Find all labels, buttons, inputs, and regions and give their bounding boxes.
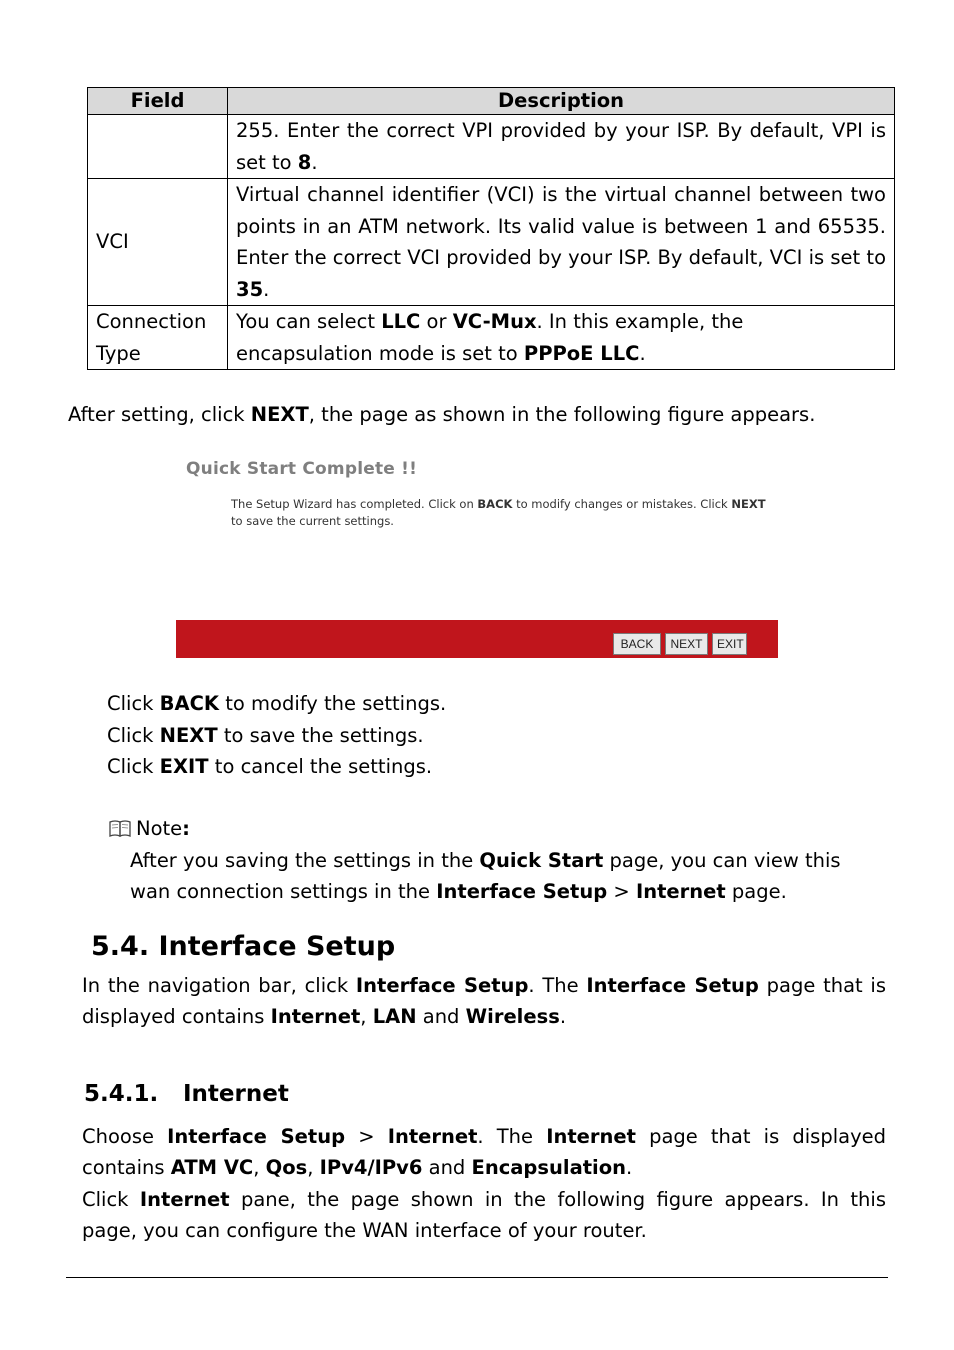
subsection-paragraph — [82, 1184, 886, 1216]
desc-text: 255. Enter the correct VPI provided by your ISP. By default, VPI is set to — [236, 119, 886, 174]
subsection-paragraph — [82, 1121, 886, 1153]
desc-text: or — [420, 310, 453, 333]
text: After you saving the settings in the — [130, 849, 480, 872]
desc-bold: 35 — [236, 277, 264, 301]
desc-text: . — [639, 341, 646, 365]
text: > — [345, 1125, 388, 1148]
field-text: Type — [96, 341, 141, 365]
text: page, you can view this — [603, 849, 841, 872]
table-row — [88, 179, 895, 306]
text: and — [422, 1156, 472, 1179]
desc-bold: PPPoE LLC — [523, 341, 640, 365]
subsection-paragraph — [82, 1152, 632, 1184]
bold-text: Qos — [265, 1156, 308, 1179]
text: , — [307, 1156, 320, 1179]
note-body — [130, 845, 841, 877]
text: to save the settings. — [217, 724, 424, 747]
text: . — [626, 1156, 633, 1179]
bold-text: NEXT — [250, 403, 309, 426]
desc-bold: VC-Mux — [452, 310, 537, 333]
section-heading: 5.4. Interface Setup — [91, 931, 396, 962]
table-row — [88, 306, 895, 370]
bold-text: Internet — [546, 1125, 636, 1148]
table-cell-field — [88, 115, 228, 179]
text: In the navigation bar, click — [82, 974, 356, 997]
bold-text: Quick Start — [479, 849, 604, 872]
bold-text: IPv4/IPv6 — [319, 1156, 423, 1179]
next-button[interactable]: NEXT — [665, 633, 708, 655]
bold-text: Encapsulation — [471, 1156, 627, 1179]
bold-text: ATM VC — [170, 1156, 254, 1179]
bold-text: Interface Setup — [586, 974, 759, 997]
quick-start-complete-figure — [176, 455, 778, 659]
desc-text: . — [311, 150, 318, 174]
bold-text: BACK — [159, 692, 220, 715]
bold-text: EXIT — [159, 755, 209, 778]
text: . The — [528, 974, 587, 997]
text: , — [360, 1005, 373, 1028]
bold-text: Internet — [139, 1188, 230, 1211]
bold-text: Interface Setup — [436, 880, 608, 903]
text: The Setup Wizard has completed. Click on — [231, 497, 478, 511]
table-cell-description — [228, 179, 895, 306]
subsection-title: Internet — [183, 1081, 289, 1107]
text: contains — [82, 1156, 171, 1179]
text: page that is displayed — [635, 1125, 886, 1148]
click-instruction — [107, 720, 424, 752]
note-colon: : — [182, 817, 190, 840]
note-body — [130, 876, 787, 908]
figure-text — [231, 496, 776, 530]
subsection-paragraph: page, you can configure the WAN interface of your router. — [82, 1219, 647, 1242]
table-cell-field — [88, 306, 228, 370]
field-text: Connection — [96, 310, 207, 333]
footer-divider — [66, 1277, 888, 1278]
bold-text: Interface Setup — [355, 974, 529, 997]
text: pane, the page shown in the following figure appears. In this — [229, 1188, 886, 1211]
text: Click — [107, 692, 160, 715]
after-setting-paragraph — [68, 399, 815, 431]
desc-text: . — [263, 277, 270, 301]
text: to modify the settings. — [219, 692, 447, 715]
desc-bold: LLC — [381, 310, 421, 333]
click-instruction — [107, 688, 446, 720]
text: displayed contains — [82, 1005, 271, 1028]
desc-text: encapsulation mode is set to — [236, 341, 524, 365]
text: Click — [107, 724, 160, 747]
note-label — [108, 813, 190, 845]
back-button[interactable]: BACK — [613, 633, 661, 655]
subsection-number: 5.4.1. — [84, 1081, 159, 1107]
bold-text: NEXT — [731, 497, 766, 511]
column-header-field: Field — [88, 88, 228, 115]
text: to save the current settings. — [231, 514, 394, 528]
text: page that is — [758, 974, 886, 997]
text: Click — [107, 755, 160, 778]
text: and — [416, 1005, 466, 1028]
text: > — [607, 880, 636, 903]
text: After setting, click — [68, 403, 251, 426]
click-instruction — [107, 751, 432, 783]
text: page. — [725, 880, 787, 903]
text: to cancel the settings. — [208, 755, 433, 778]
bold-text: Internet — [387, 1125, 478, 1148]
bold-text: Interface Setup — [167, 1125, 346, 1148]
section-paragraph — [82, 1001, 566, 1033]
book-icon — [108, 819, 132, 837]
note-text: Note — [136, 817, 183, 840]
bold-text: Internet — [270, 1005, 361, 1028]
table-row — [88, 115, 895, 179]
column-header-description: Description — [228, 88, 895, 115]
text: Click — [82, 1188, 140, 1211]
text: . — [559, 1005, 567, 1028]
desc-text: You can select — [236, 310, 382, 333]
desc-text: Virtual channel identifier (VCI) is the virtual channel between two points in an ATM network. Its valid value is between 1 and 65535. Enter the correct VCI provided by your ISP. By default, VCI is set to — [236, 183, 886, 269]
table-cell-description — [228, 306, 895, 370]
bold-text: LAN — [372, 1005, 417, 1028]
bold-text: NEXT — [159, 724, 218, 747]
figure-title: Quick Start Complete !! — [186, 459, 418, 479]
desc-bold: 8 — [297, 150, 312, 174]
desc-text: . In this example, the — [536, 310, 744, 333]
section-paragraph — [82, 970, 886, 1002]
exit-button[interactable]: EXIT — [712, 633, 747, 655]
table-cell-field: VCI — [88, 179, 228, 306]
field-description-table — [87, 87, 895, 370]
text: . The — [477, 1125, 547, 1148]
table-cell-description — [228, 115, 895, 179]
bold-text: Wireless — [465, 1005, 560, 1028]
text: Choose — [82, 1125, 168, 1148]
text: , the page as shown in the following figure appears. — [308, 403, 816, 426]
text: wan connection settings in the — [130, 880, 437, 903]
table-header-row — [88, 88, 895, 115]
text: to modify changes or mistakes. Click — [512, 497, 732, 511]
bold-text: BACK — [477, 497, 513, 511]
text: , — [253, 1156, 266, 1179]
bold-text: Internet — [635, 880, 726, 903]
